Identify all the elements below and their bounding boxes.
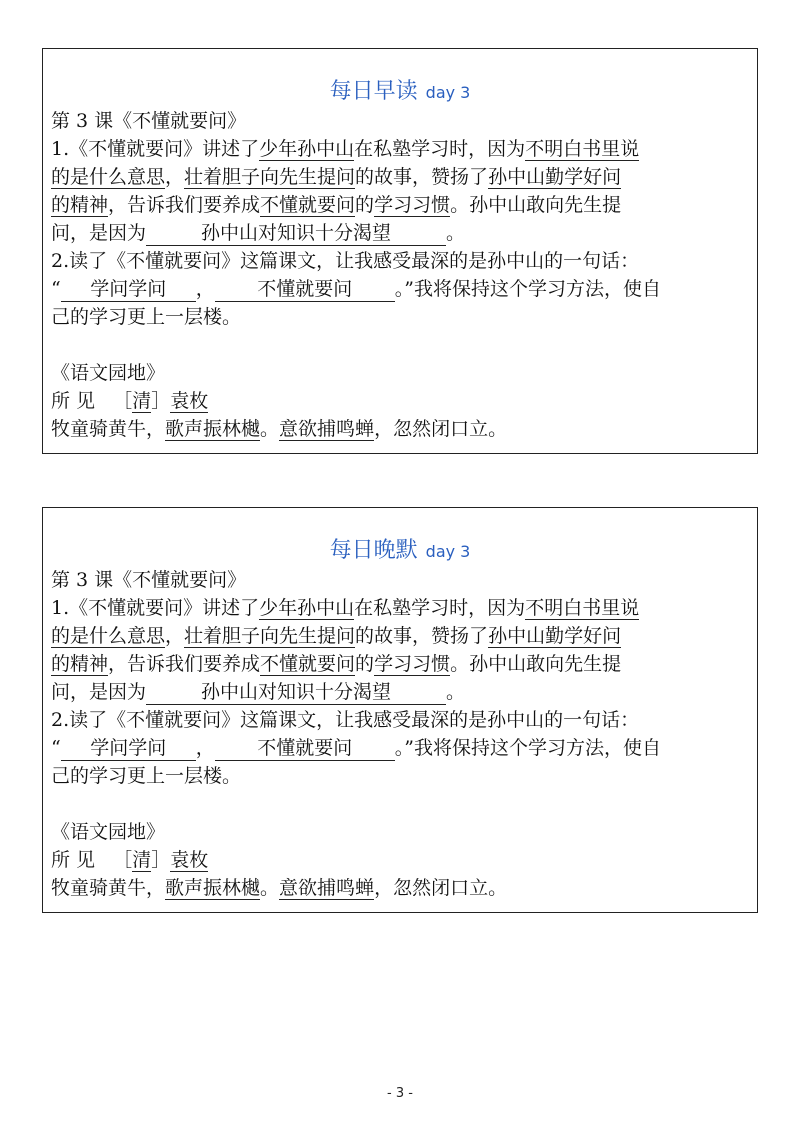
poem-title: 所 见 [51, 390, 96, 412]
underlined-answer: 的精神 [51, 653, 109, 675]
card-title-text: 每日早读 [329, 79, 418, 104]
text: 读了《不懂就要问》这篇课文，让我感受最深的是孙中山的一句话： [69, 250, 640, 272]
underlined-answer: 学习习惯 [374, 653, 451, 675]
text: ， [165, 625, 185, 647]
underlined-answer: 不明白书里说 [525, 138, 640, 160]
spacer [51, 331, 751, 359]
card-day-label: day 3 [425, 83, 471, 102]
question-1-line-4 [51, 219, 751, 247]
underlined-answer: 不懂就要问 [260, 194, 356, 216]
morning-reading-card [42, 48, 758, 454]
question-number: 2. [51, 709, 70, 731]
card-title-text: 每日晚默 [329, 538, 418, 563]
question-2-line-3: 己的学习更上一层楼。 [51, 306, 242, 328]
question-2-line-2 [51, 734, 751, 762]
underlined-answer: 不明白书里说 [525, 597, 640, 619]
question-1-line-2 [51, 163, 751, 191]
text: 牧童骑黄牛， [51, 418, 166, 440]
spacer [51, 790, 751, 818]
text: 。 [260, 418, 280, 440]
text: ］ [151, 390, 171, 412]
underlined-answer: 孙中山勤学好问 [488, 166, 622, 188]
text: 在私塾学习时，因为 [354, 597, 526, 619]
card-title [43, 536, 757, 566]
text: 读了《不懂就要问》这篇课文，让我感受最深的是孙中山的一句话： [69, 709, 640, 731]
text: ［ [113, 849, 133, 871]
poem-dynasty: 清 [132, 390, 152, 412]
text: 。 [446, 222, 466, 244]
fill-blank-answer: 学问学问 [61, 277, 196, 302]
question-1-line-3 [51, 650, 751, 678]
poem-header [51, 846, 751, 874]
text: 问，是因为 [51, 222, 147, 244]
text: ， [195, 737, 215, 759]
text: ，忽然闭口立。 [374, 877, 508, 899]
section-heading: 《语文园地》 [51, 362, 166, 384]
text: 。”我将保持这个学习方法，使自 [394, 278, 661, 300]
question-1-line-3 [51, 191, 751, 219]
poem-header [51, 387, 751, 415]
text: ［ [113, 390, 133, 412]
question-1-line-2 [51, 622, 751, 650]
underlined-answer: 的是什么意思 [51, 625, 166, 647]
question-1-line-1 [51, 594, 751, 622]
question-2-line-2 [51, 275, 751, 303]
lesson-heading: 第 3 课《不懂就要问》 [51, 110, 247, 132]
text: 。孙中山敢向先生提 [450, 653, 622, 675]
underlined-answer: 少年孙中山 [259, 597, 355, 619]
lesson-body [43, 107, 757, 443]
text: ， [165, 166, 185, 188]
text: “ [51, 737, 61, 759]
text: 的 [355, 653, 375, 675]
text: ，忽然闭口立。 [374, 418, 508, 440]
poem-dynasty: 清 [132, 849, 152, 871]
lesson-body [43, 566, 757, 902]
text: “ [51, 278, 61, 300]
text: 《不懂就要问》讲述了 [69, 597, 260, 619]
poem-title: 所 见 [51, 849, 96, 871]
underlined-answer: 学习习惯 [374, 194, 451, 216]
text: 的故事，赞扬了 [355, 166, 489, 188]
fill-blank-answer: 孙中山对知识十分渴望 [146, 680, 446, 705]
text: 的故事，赞扬了 [355, 625, 489, 647]
text: 《不懂就要问》讲述了 [69, 138, 260, 160]
text: 。 [260, 877, 280, 899]
underlined-answer: 少年孙中山 [259, 138, 355, 160]
poem-author: 袁枚 [170, 849, 209, 871]
text: ］ [151, 849, 171, 871]
text: 在私塾学习时，因为 [354, 138, 526, 160]
card-title [43, 77, 757, 107]
lesson-heading: 第 3 课《不懂就要问》 [51, 569, 247, 591]
question-2-line-1 [51, 706, 751, 734]
text: 。”我将保持这个学习方法，使自 [394, 737, 661, 759]
text: 牧童骑黄牛， [51, 877, 166, 899]
text: ，告诉我们要养成 [108, 194, 261, 216]
underlined-answer: 不懂就要问 [260, 653, 356, 675]
fill-blank-answer: 学问学问 [61, 736, 196, 761]
card-day-label: day 3 [425, 542, 471, 561]
underlined-answer: 意欲捕鸣蝉 [279, 877, 375, 899]
question-number: 1. [51, 597, 70, 619]
text: 。 [446, 681, 466, 703]
text: 。孙中山敢向先生提 [450, 194, 622, 216]
underlined-answer: 壮着胆子向先生提问 [184, 166, 356, 188]
question-2-line-3: 己的学习更上一层楼。 [51, 765, 242, 787]
poem-author: 袁枚 [170, 390, 209, 412]
fill-blank-answer: 孙中山对知识十分渴望 [146, 221, 446, 246]
poem-body [51, 415, 751, 443]
text: 问，是因为 [51, 681, 147, 703]
text: 的 [355, 194, 375, 216]
question-number: 1. [51, 138, 70, 160]
underlined-answer: 歌声振林樾 [165, 877, 261, 899]
underlined-answer: 的是什么意思 [51, 166, 166, 188]
text: ，告诉我们要养成 [108, 653, 261, 675]
underlined-answer: 壮着胆子向先生提问 [184, 625, 356, 647]
underlined-answer: 意欲捕鸣蝉 [279, 418, 375, 440]
poem-body [51, 874, 751, 902]
question-1-line-1 [51, 135, 751, 163]
question-number: 2. [51, 250, 70, 272]
underlined-answer: 歌声振林樾 [165, 418, 261, 440]
fill-blank-answer: 不懂就要问 [215, 277, 395, 302]
question-1-line-4 [51, 678, 751, 706]
evening-dictation-card [42, 507, 758, 913]
underlined-answer: 的精神 [51, 194, 109, 216]
text: ， [195, 278, 215, 300]
underlined-answer: 孙中山勤学好问 [488, 625, 622, 647]
fill-blank-answer: 不懂就要问 [215, 736, 395, 761]
question-2-line-1 [51, 247, 751, 275]
page-number: - 3 - [387, 1086, 413, 1101]
section-heading: 《语文园地》 [51, 821, 166, 843]
